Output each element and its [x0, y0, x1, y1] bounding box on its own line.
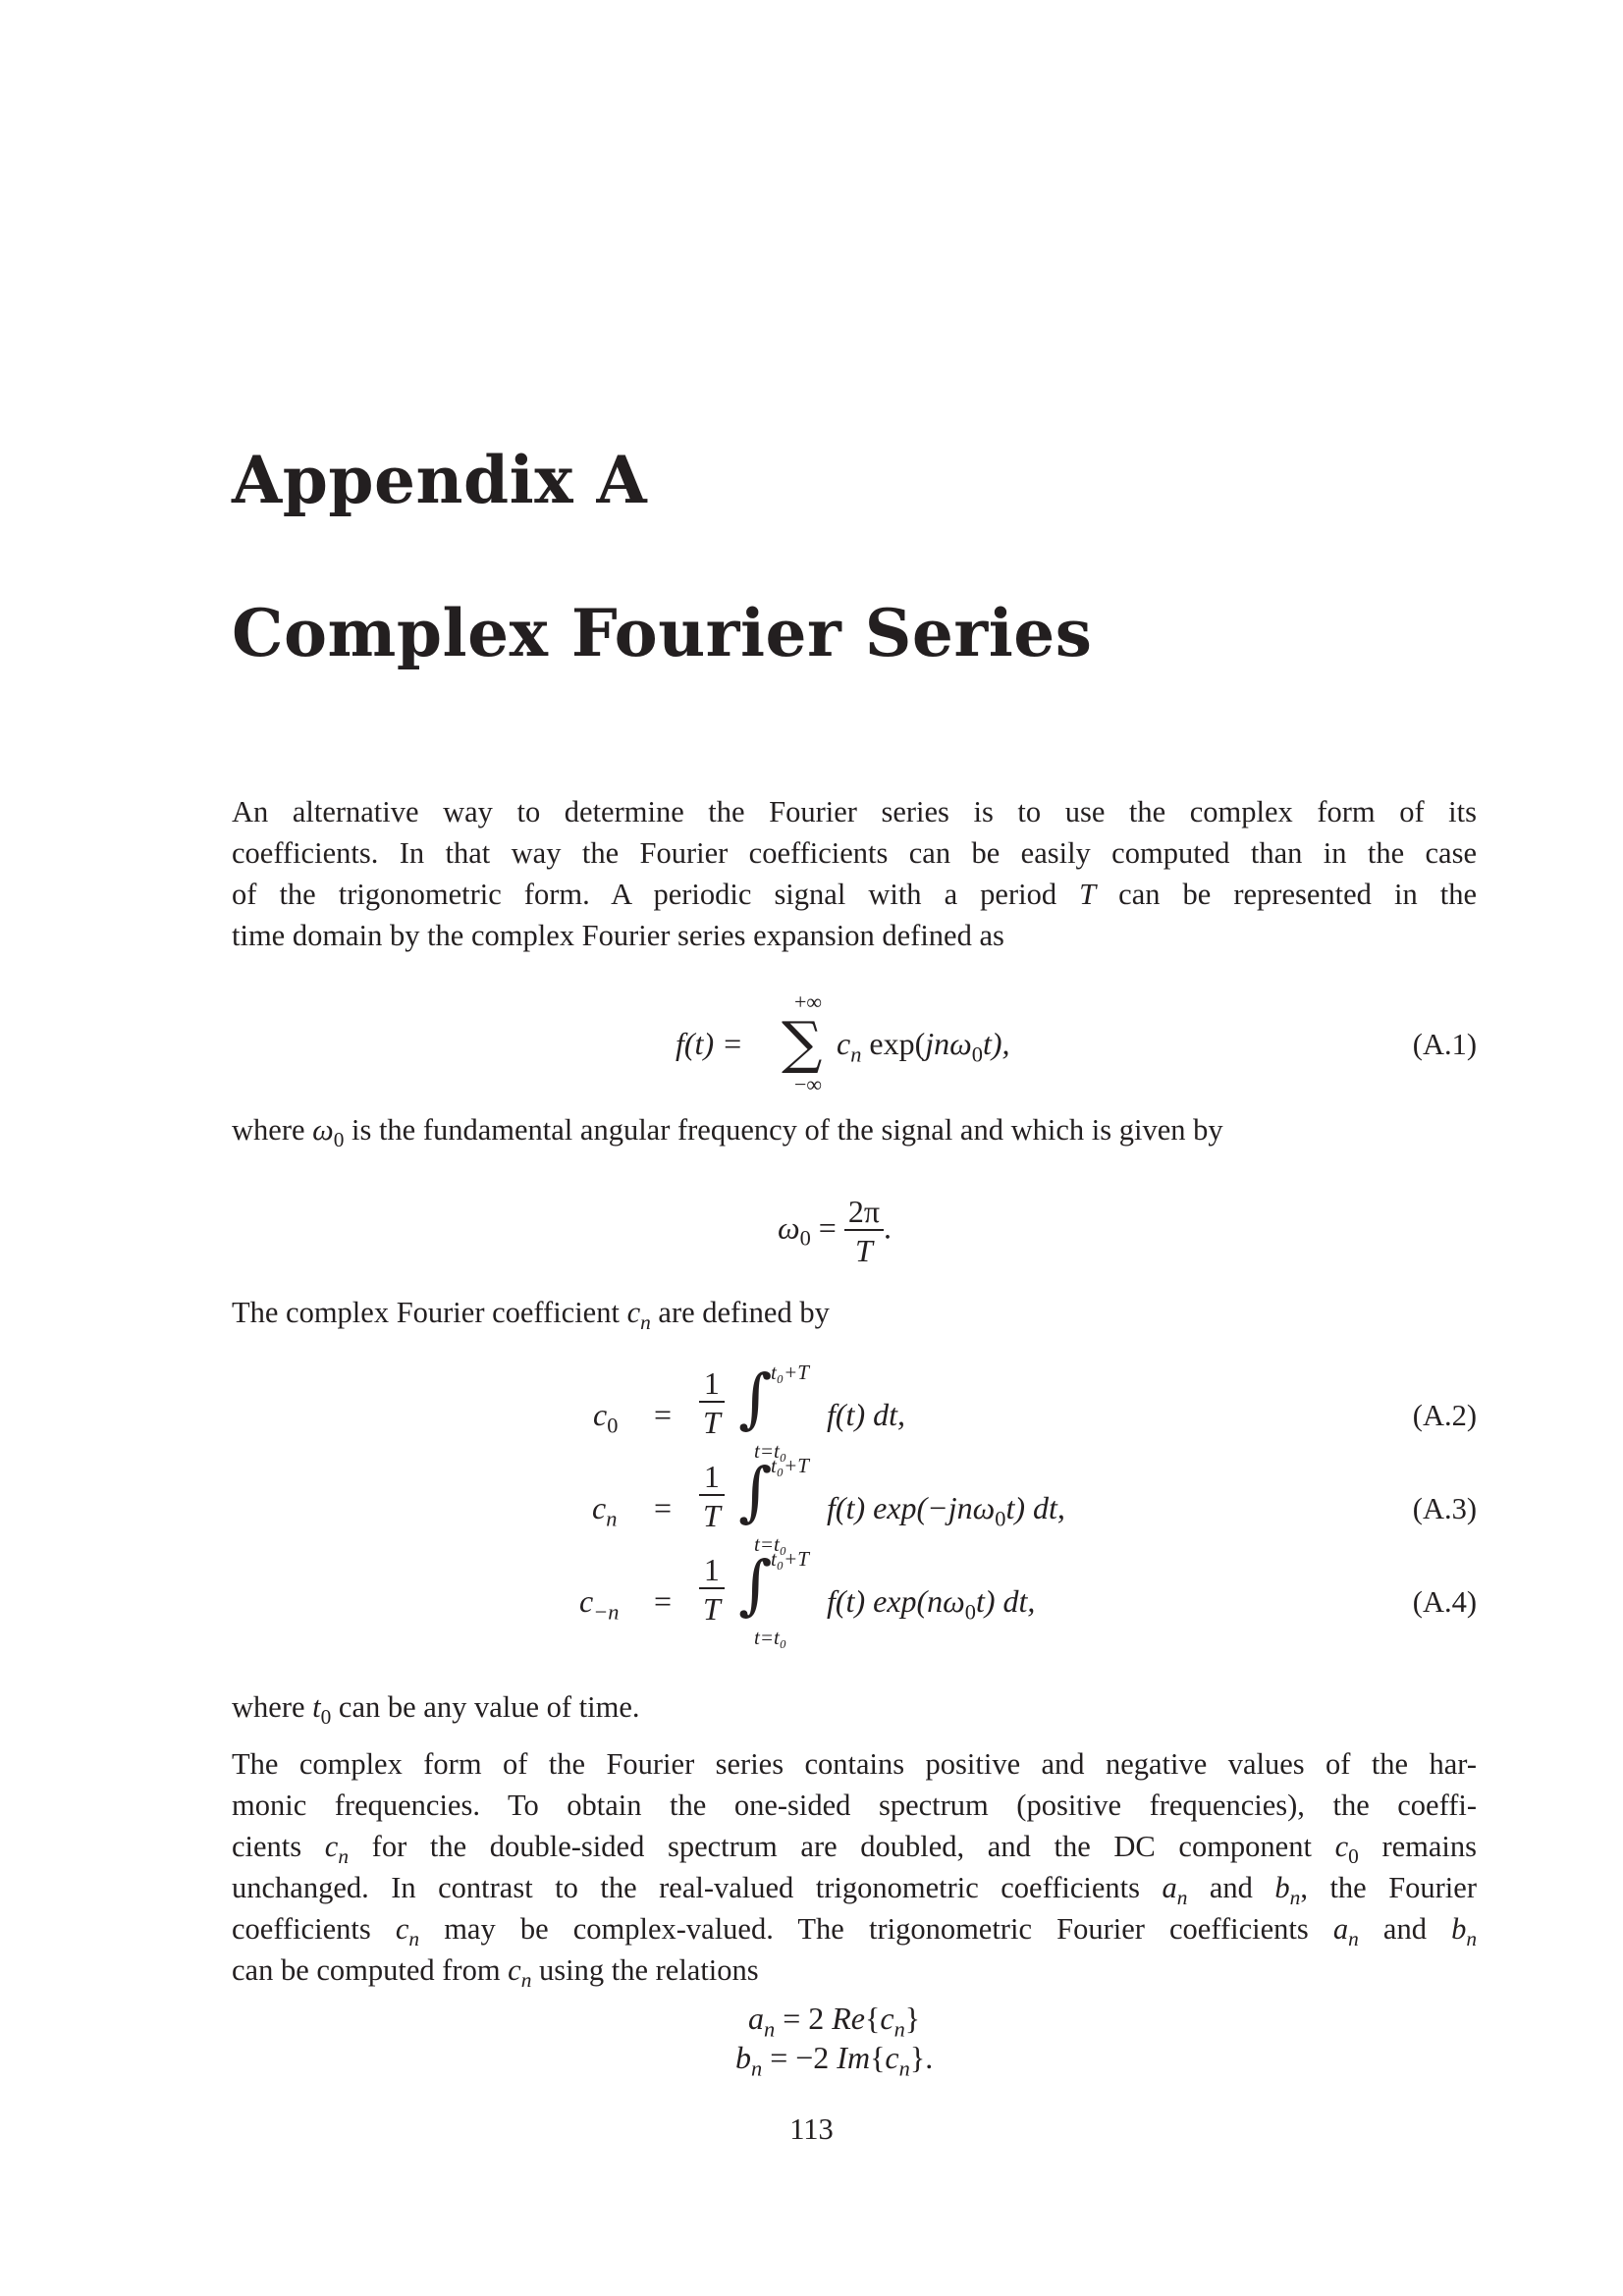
eq-a2-equals: =	[654, 1397, 673, 1432]
chapter-label: Appendix A	[232, 442, 648, 518]
intro-line-2: coefficients. In that way the Fourier coefficients can be easily computed than in the case	[232, 836, 1477, 870]
eq-a4-lhs: $c_{-n}$	[579, 1583, 620, 1625]
integral-lower-a2: t=t₀	[754, 1439, 787, 1463]
eq-a4-body: f(t) $\exp(n\omega_0t)$ dt,	[827, 1583, 1036, 1625]
equation-a1-rhs: $c_n$ exp(jnω$_0$t),	[837, 1026, 1010, 1067]
integral-lower-a4: t=t₀	[754, 1626, 787, 1649]
eq-a3-body: f(t) exp(−jnω$_0$t) dt,	[827, 1490, 1065, 1531]
eq-a3-lhs: $c_n$	[592, 1490, 618, 1531]
paragraph-2	[232, 1743, 1477, 1991]
sigma-symbol: ∑	[782, 1009, 823, 1076]
equation-a2-number: (A.2)	[1412, 1399, 1477, 1432]
intro-line-3: of the trigonometric form. A periodic signal with a period T can be represented in the	[232, 878, 1477, 911]
para2-line-1: The complex form of the Fourier series contains positive and negative values of the har-	[232, 1747, 1477, 1781]
relation-an: $a_n = 2$ $Re\{c_n\}$	[748, 2001, 921, 2042]
para2-line-2: monic frequencies. To obtain the one-sided spectrum (positive frequencies), the coeffi-	[232, 1789, 1477, 1822]
para2-line-5: coefficients $c_n$ may be complex-valued. The trigonometric Fourier coefficients $a_n$ and $b_n$	[232, 1912, 1477, 1951]
integral-symbol-a2: ∫	[738, 1361, 773, 1436]
para2-line-4: unchanged. In contrast to the real-valued trigonometric coefficients $a_n$ and $b_n$, the Fourier	[232, 1871, 1477, 1910]
chapter-title: Complex Fourier Series	[232, 595, 1093, 671]
para2-line-3: cients $c_n$ for the double-sided spectrum are doubled, and the DC component $c_0$ remains	[232, 1830, 1477, 1869]
omega-paragraph: where $\omega_0$ is the fundamental angular frequency of the signal and which is given by	[232, 1113, 1223, 1152]
eq-a2-fraction: $\frac{1}{T}$	[699, 1367, 725, 1438]
para2-line-6: can be computed from $c_n$ using the relations	[232, 1953, 759, 1993]
equation-a3-number: (A.3)	[1412, 1492, 1477, 1525]
equation-a1-number: (A.1)	[1412, 1028, 1477, 1061]
integral-symbol-a3: ∫	[738, 1454, 773, 1529]
t0-paragraph: where $t_0$ can be any value of time.	[232, 1690, 640, 1730]
integral-upper-a4: t₀+T	[771, 1547, 809, 1571]
intro-line-1: An alternative way to determine the Fourier series is to use the complex form of its	[232, 795, 1477, 828]
page-number: 113	[789, 2112, 834, 2146]
intro-paragraph	[232, 791, 1477, 956]
sum-upper-limit: +∞	[793, 989, 823, 1014]
integral-symbol-a4: ∫	[738, 1547, 773, 1623]
eq-a2-lhs: $c_0$	[593, 1397, 619, 1438]
integral-upper-a2: t₀+T	[771, 1361, 809, 1384]
integral-lower-a3: t=t₀	[754, 1532, 787, 1556]
eq-a4-equals: =	[654, 1583, 673, 1619]
eq-a3-fraction: $\frac{1}{T}$	[699, 1461, 725, 1531]
omega-fraction: $\frac{2\pi}{T}$	[844, 1196, 884, 1266]
eq-a3-equals: =	[654, 1490, 673, 1525]
omega-equation: $\omega_0$ = $\frac{2\pi}{T}$ .	[778, 1194, 892, 1268]
sum-lower-limit: −∞	[793, 1072, 823, 1096]
integral-upper-a3: t₀+T	[771, 1454, 809, 1477]
eq-a4-fraction: $\frac{1}{T}$	[699, 1554, 725, 1625]
equation-a4-number: (A.4)	[1412, 1585, 1477, 1619]
relation-bn: $b_n = -2$ $Im\{c_n\}$.	[735, 2040, 934, 2081]
coef-paragraph: The complex Fourier coefficient $c_n$ are defined by	[232, 1296, 830, 1335]
equation-a1: f(t) =	[676, 1026, 743, 1061]
eq-a2-body: f(t) dt,	[827, 1397, 905, 1432]
intro-line-4: time domain by the complex Fourier series expansion defined as	[232, 919, 1004, 952]
